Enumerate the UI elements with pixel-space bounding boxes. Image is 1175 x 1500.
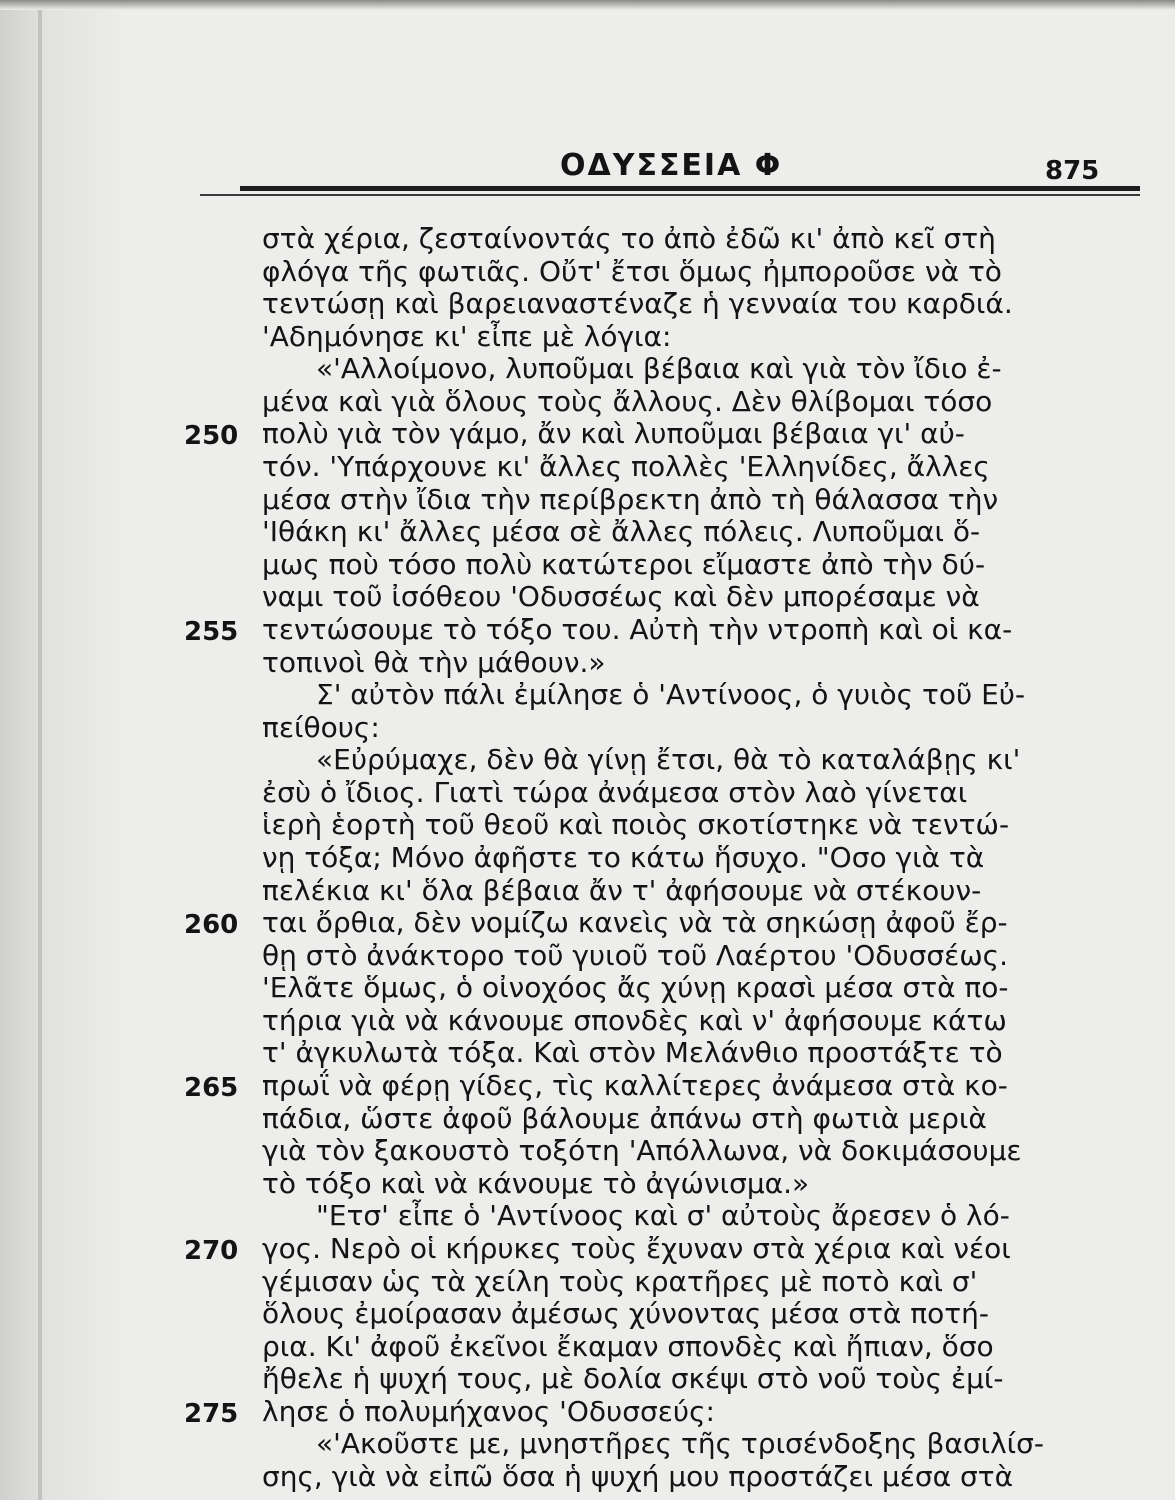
verse-line-number: 255 — [184, 617, 239, 647]
text-line: ὅλους ἐμοίρασαν ἀμέσως χύνοντας μέσα στὰ ποτή- — [262, 1297, 989, 1330]
verse-line-number: 260 — [184, 910, 239, 940]
running-header-title: ΟΔΥΣΣΕΙΑ Φ — [560, 148, 783, 183]
text-line: πάδια, ὥστε ἀφοῦ βάλουμε ἀπάνω στὴ φωτιὰ μεριὰ — [262, 1102, 987, 1135]
text-line: ναμι τοῦ ἰσόθεου 'Οδυσσέως καὶ δὲν μπορέσαμε νὰ — [262, 580, 980, 613]
text-line: στὰ χέρια, ζεσταίνοντάς το ἀπὸ ἐδῶ κι' ἀπὸ κεῖ στὴ — [262, 222, 996, 255]
text-line: πολὺ γιὰ τὸν γάμο, ἄν καὶ λυποῦμαι βέβαια γι' αὐ- — [262, 417, 965, 450]
text-line: 'Ιθάκη κι' ἄλλες μέσα σὲ ἄλλες πόλεις. Λυποῦμαι ὅ- — [262, 515, 981, 548]
text-line: φλόγα τῆς φωτιᾶς. Οὔτ' ἔτσι ὅμως ἠμποροῦσε νὰ τὸ — [262, 255, 1002, 288]
text-line: ται ὄρθια, δὲν νομίζω κανεὶς νὰ τὰ σηκώσῃ ἀφοῦ ἔρ- — [262, 906, 1008, 939]
text-line: μένα καὶ γιὰ ὅλους τοὺς ἄλλους. Δὲν θλίβομαι τόσο — [262, 385, 993, 418]
text-line: μέσα στὴν ἴδια τὴν περίβρεκτη ἀπὸ τὴ θάλασσα τὴν — [262, 483, 999, 516]
text-line: "Ετσ' εἶπε ὁ 'Αντίνοος καὶ σ' αὐτοὺς ἄρεσεν ὁ λό- — [316, 1199, 1010, 1232]
text-line: νῃ τόξα; Μόνο ἀφῆστε το κάτω ἥσυχο. "Οσο γιὰ τὰ — [262, 841, 985, 874]
text-line: τοπινοὶ θὰ τὴν μάθουν.» — [262, 646, 606, 679]
text-line: «Εὐρύμαχε, δὲν θὰ γίνῃ ἔτσι, θὰ τὸ καταλάβῃς κι' — [316, 743, 1021, 776]
text-line: πείθους: — [262, 711, 380, 744]
text-line: ἐσὺ ὁ ἴδιος. Γιατὶ τώρα ἀνάμεσα στὸν λαὸ γίνεται — [262, 776, 968, 809]
verse-line-number: 250 — [184, 421, 239, 451]
text-line: σης, γιὰ νὰ εἰπῶ ὅσα ἡ ψυχή μου προστάζει μέσα στὰ — [262, 1460, 1014, 1493]
text-line: τὸ τόξο καὶ νὰ κάνουμε τὸ ἀγώνισμα.» — [262, 1167, 810, 1200]
text-line: μως ποὺ τόσο πολὺ κατώτεροι εἴμαστε ἀπὸ τὴν δύ- — [262, 548, 986, 581]
text-line: «'Ακοῦστε με, μνηστῆρες τῆς τρισένδοξης βασιλίσ- — [316, 1427, 1044, 1460]
text-line: τόν. 'Υπάρχουνε κι' ἄλλες πολλὲς 'Ελληνίδες, ἄλλες — [262, 450, 990, 483]
verse-line-number: 275 — [184, 1399, 239, 1429]
binding-shadow — [38, 0, 42, 1500]
text-line: τεντώσῃ καὶ βαρειαναστέναζε ἡ γενναία του καρδιά. — [262, 287, 1013, 320]
text-line: γέμισαν ὡς τὰ χείλη τοὺς κρατῆρες μὲ ποτὸ καὶ σ' — [262, 1265, 978, 1298]
text-line: ἱερὴ ἑορτὴ τοῦ θεοῦ καὶ ποιὸς σκοτίστηκε νὰ τεντώ- — [262, 808, 1010, 841]
text-line: Σ' αὐτὸν πάλι ἐμίλησε ὁ 'Αντίνοος, ὁ γυιὸς τοῦ Εὐ- — [316, 678, 1026, 711]
verse-line-number: 270 — [184, 1236, 239, 1266]
header-rule-secondary — [200, 194, 1140, 196]
text-line: λησε ὁ πολυμήχανος 'Οδυσσεύς: — [262, 1395, 715, 1428]
text-line: τεντώσουμε τὸ τόξο του. Αὐτὴ τὴν ντροπὴ καὶ οἱ κα- — [262, 613, 1013, 646]
text-line: ρια. Κι' ἀφοῦ ἐκεῖνοι ἔκαμαν σπονδὲς καὶ ἤπιαν, ὅσο — [262, 1330, 994, 1363]
text-line: ἤθελε ἡ ψυχή τους, μὲ δολία σκέψι στὸ νοῦ τοὺς ἐμί- — [262, 1362, 1004, 1395]
text-line: τ' ἀγκυλωτὰ τόξα. Καὶ στὸν Μελάνθιο προστάξτε τὸ — [262, 1036, 1003, 1069]
text-line: 'Ελᾶτε ὅμως, ὁ οἰνοχόος ἄς χύνῃ κρασὶ μέσα στὰ πο- — [262, 971, 1009, 1004]
verse-line-number: 265 — [184, 1073, 239, 1103]
text-line: «'Αλλοίμονο, λυποῦμαι βέβαια καὶ γιὰ τὸν ἴδιο ἐ- — [316, 352, 1002, 385]
text-line: θῃ στὸ ἀνάκτορο τοῦ γυιοῦ τοῦ Λαέρτου 'Οδυσσέως. — [262, 939, 1009, 972]
header-rule — [240, 186, 1140, 191]
text-line: τήρια γιὰ νὰ κάνουμε σπονδὲς καὶ ν' ἀφήσουμε κάτω — [262, 1004, 1007, 1037]
text-line: γιὰ τὸν ξακουστὸ τοξότη 'Απόλλωνα, νὰ δοκιμάσουμε — [262, 1134, 1022, 1167]
page-top-edge — [0, 0, 1175, 10]
text-line: πρωΐ νὰ φέρῃ γίδες, τὶς καλλίτερες ἀνάμεσα στὰ κο- — [262, 1069, 1008, 1102]
text-line: πελέκια κι' ὅλα βέβαια ἄν τ' ἀφήσουμε νὰ στέκουν- — [262, 874, 982, 907]
text-line: γος. Νερὸ οἱ κήρυκες τοὺς ἔχυναν στὰ χέρια καὶ νέοι — [262, 1232, 1011, 1265]
page-number: 875 — [1045, 156, 1100, 186]
text-line: 'Αδημόνησε κι' εἶπε μὲ λόγια: — [262, 320, 672, 353]
page-gutter — [0, 0, 120, 1500]
